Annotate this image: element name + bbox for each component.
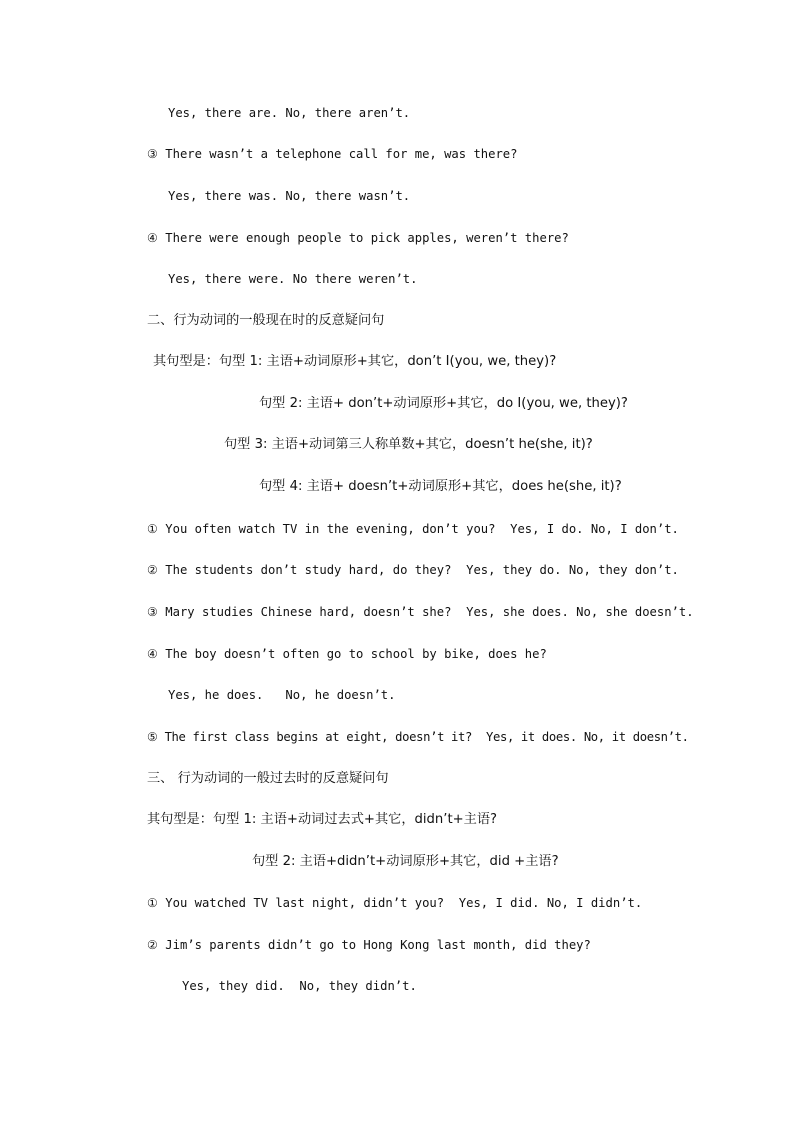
past-example-2-answer: Yes, they did. No, they didn’t. — [182, 979, 417, 993]
pattern-2-line: 句型 2: 主语+ don’t+动词原形+其它，do I(you, we, they)? — [259, 396, 628, 411]
pattern-3-line: 句型 3: 主语+动词第三人称单数+其它，doesn’t he(she, it)? — [224, 437, 593, 452]
past-example-1: ① You watched TV last night, didn’t you? Yes, I did. No, I didn’t. — [147, 896, 643, 910]
section-heading-3: 三、 行为动词的一般过去时的反意疑问句 — [147, 771, 389, 786]
example-3-there-wasnt: ③ There wasn’t a telephone call for me, was there? — [147, 147, 518, 161]
answer-line-there-was: Yes, there was. No, there wasn’t. — [168, 189, 411, 203]
present-example-3: ③ Mary studies Chinese hard, doesn’t she? Yes, she does. No, she doesn’t. — [147, 605, 694, 619]
past-pattern-2-line: 句型 2: 主语+didn’t+动词原形+其它，did +主语? — [252, 854, 559, 869]
past-pattern-1-line: 其句型是：句型 1: 主语+动词过去式+其它，didn’t+主语? — [147, 812, 498, 827]
pattern-1-line: 其句型是：句型 1: 主语+动词原形+其它，don’t I(you, we, they)? — [153, 354, 557, 369]
answer-line-there-were: Yes, there were. No there weren’t. — [168, 272, 418, 286]
past-example-2: ② Jim’s parents didn’t go to Hong Kong last month, did they? — [147, 938, 591, 952]
present-example-2: ② The students don’t study hard, do they? Yes, they do. No, they don’t. — [147, 563, 679, 577]
present-example-4: ④ The boy doesn’t often go to school by bike, does he? — [147, 647, 547, 661]
answer-line-there-are: Yes, there are. No, there aren’t. — [168, 106, 411, 120]
pattern-4-line: 句型 4: 主语+ doesn’t+动词原形+其它，does he(she, it)? — [259, 479, 622, 494]
present-example-4-answer: Yes, he does. No, he doesn’t. — [168, 688, 396, 702]
present-example-5: ⑤ The first class begins at eight, doesn’t it? Yes, it does. No, it doesn’t. — [147, 730, 689, 744]
section-heading-2: 二、行为动词的一般现在时的反意疑问句 — [147, 313, 385, 328]
example-4-there-were: ④ There were enough people to pick apples, weren’t there? — [147, 231, 569, 245]
present-example-1: ① You often watch TV in the evening, don’t you? Yes, I do. No, I don’t. — [147, 522, 679, 536]
